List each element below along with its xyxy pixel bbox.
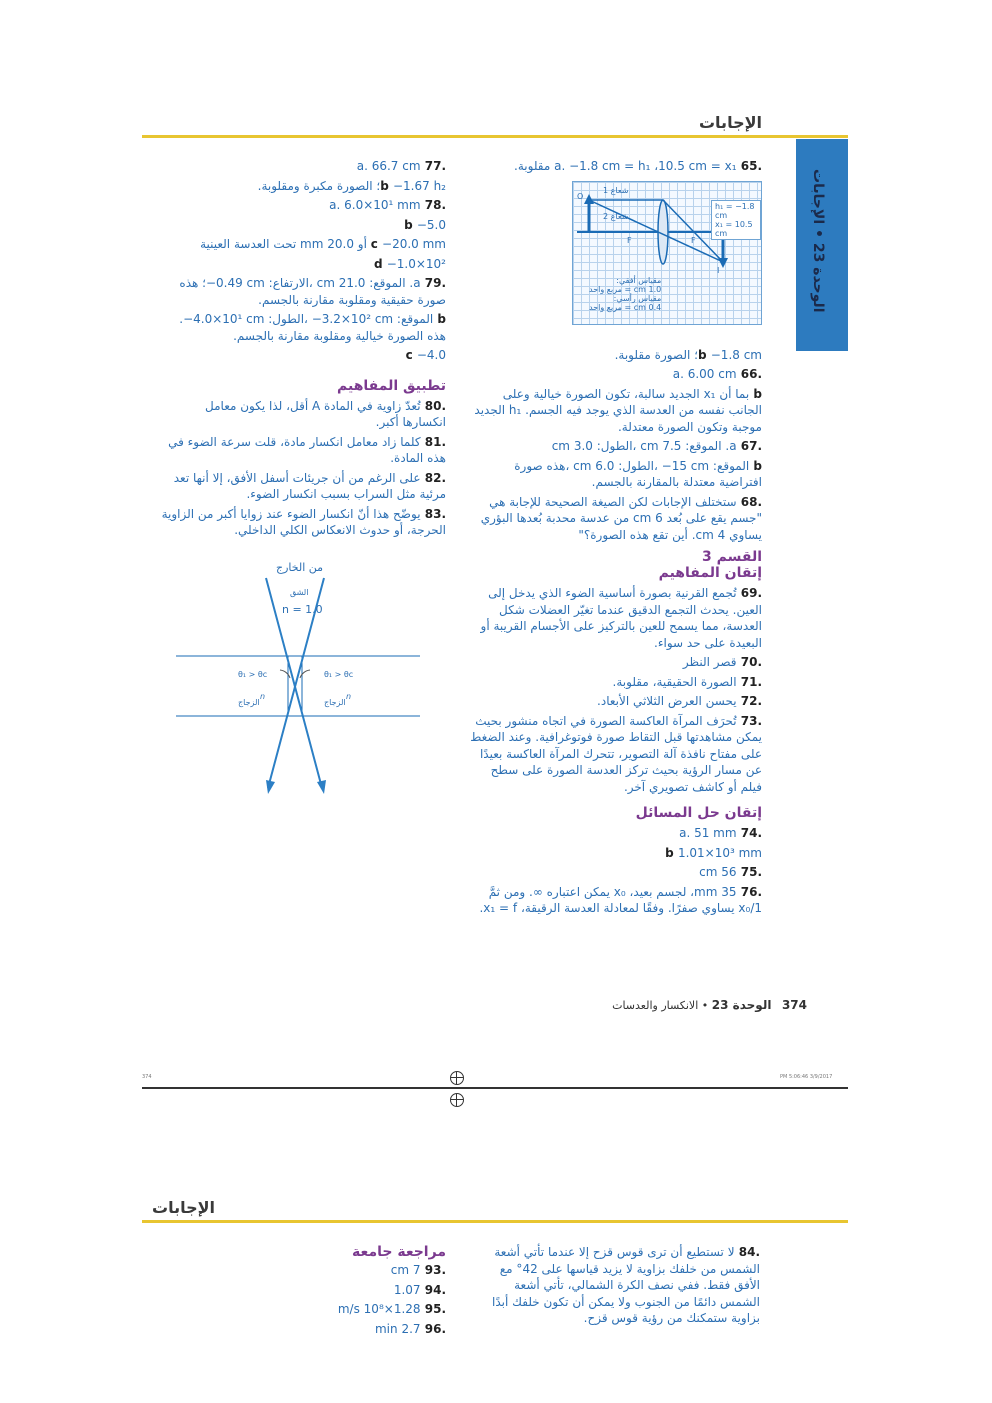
- tir-theta-right: θ₁ > θc: [324, 670, 354, 679]
- page2-left-column: [300, 1244, 446, 1337]
- footer-title: الانكسار والعدسات: [612, 999, 699, 1012]
- object-arrow-head: [584, 194, 594, 204]
- unit-side-tab: [796, 139, 848, 351]
- lens-ray-diagram: [572, 181, 762, 325]
- answer-item: .69 تُجمع القرنية بصورة أساسية الضوء الذي يدخل إلى العين. يحدث التجمع الدقيق عندما تغيّر العضلات شكل العدسة، مما يسمح للعين بالتركيز على الأجسام القريبة أو البعيدة على حد سواء.: [480, 586, 762, 650]
- right-column: [470, 158, 762, 917]
- tir-n-air: n = 1.0: [282, 603, 323, 616]
- scale-vertical-label: مقياس رأسي:: [613, 293, 662, 303]
- comprehensive-review-heading: مراجعة جامعة: [352, 1244, 446, 1260]
- answer-item: .68 ستختلف الإجابات لكن الصيغة الصحيحة للإجابة هي "جسم يقع على بُعد 6 cm من عدسة محدبة بُعدها البؤري يساوي 4 cm. أين تقع هذه الصورة؟": [480, 494, 762, 542]
- answer-item: c ‎−20.0 mm‎ أو 20.0 mm تحت العدسة العينية: [200, 237, 446, 251]
- print-mark-left: 374: [142, 1074, 152, 1080]
- answer-item: b الموقع: ‎−15 cm‎ ،الطول: 6.0 cm ،هذه صورة افتراضية معتدلة بالمقارنة بالجسم.: [514, 458, 762, 489]
- ray-2-label: شعاع 2: [603, 211, 629, 221]
- page-number: 374: [781, 998, 807, 1012]
- lens-values-box: [711, 200, 761, 240]
- answer-item: .94 1.07: [393, 1282, 446, 1297]
- print-mark-right: 3/9/2017 5:06:46 PM: [780, 1074, 833, 1080]
- answer-item: .95 1.28×10⁸ m/s: [337, 1302, 446, 1316]
- answer-item: b الموقع: ‎−3.2×10² cm‎ ،الطول: ‎−4.0×10¹ cm‎. هذه الصورة خيالية ومقلوبة مقارنة بالجسم.: [179, 312, 446, 343]
- page-divider-line: [142, 1087, 848, 1089]
- answer-item: .76 35 mm، لجسم بعيد، x₀ يمكن اعتباره ∞. ومن ثمَّ 1/x₀ يساوي صفرًا. وفقًا لمعادلة العدسة الرقيقة، x₁ = f.: [479, 884, 762, 915]
- ray-left-arrowhead: [317, 780, 326, 794]
- tir-glass-right: الزجاج: [324, 698, 346, 707]
- page-header-title: الإجابات: [698, 113, 762, 132]
- answer-item: .71 الصورة الحقيقية، مقلوبة.: [612, 674, 762, 689]
- ray-right-arrowhead: [266, 780, 275, 794]
- answer-item: .79 a. الموقع: 21.0 cm ،الارتفاع: ‎−0.49 cm‎؛ هذه صورة حقيقية ومقلوبة مقارنة بالجسم.: [179, 276, 446, 307]
- total-internal-reflection-diagram: [172, 560, 424, 800]
- answer-item: .72 يحسن العرض الثلاثي الأبعاد.: [597, 694, 762, 708]
- mastery-concepts-heading: إتقان المفاهيم: [658, 565, 762, 581]
- section-3-heading: القسم 3: [702, 549, 762, 565]
- answer-item: b ‎−5.0: [404, 217, 446, 232]
- tir-glass-left: الزجاج: [238, 698, 260, 707]
- answer-item: b بما أن x₁ الجديد سالبة، تكون الصورة خيالية وعلى الجانب نفسه من العدسة الذي يوجد فيه الجسم. h₁ الجديد موجبة وتكون الصورة معتدلة.: [474, 386, 762, 434]
- apply-concepts-heading: تطبيق المفاهيم: [337, 377, 446, 394]
- left-column: [160, 158, 446, 539]
- page2-header-rule: [142, 1220, 848, 1223]
- answer-item: .84 لا تستطيع أن ترى قوس قزح إلا عندما تأتي أشعة الشمس من خلفك بزاوية لا يزيد قياسها على 42° مع الأفق فقط. ففي نصف الكرة الشمالي، تأتي أشعة الشمس دائمًا من الجنوب ولا يمكن أن تكون خلفك أبدًا بزاوية ستمكنك من رؤية قوس قزح.: [492, 1245, 760, 1325]
- answer-item: b ‎−1.8 cm‎؛ الصورة مقلوبة.: [614, 347, 762, 362]
- tir-n-right: n: [346, 692, 352, 701]
- unit-side-tab-label: الوحدة 23 • الإجابات: [810, 169, 826, 313]
- answer-item: .81 كلما زاد معامل انكسار مادة، قلت سرعة الضوء في هذه المادة.: [168, 434, 446, 465]
- registration-mark-bottom: [450, 1093, 464, 1107]
- tir-outside-label: من الخارج: [276, 561, 324, 574]
- x1-value: x₁ = 10.5 cm: [715, 219, 753, 238]
- tir-theta-left: θ₁ > θc: [238, 670, 268, 679]
- answer-item: b 1.01×10³ mm: [665, 845, 762, 860]
- answer-item: .77 a. 66.7 cm: [356, 159, 446, 173]
- footer-unit: الوحدة 23: [711, 998, 772, 1012]
- answer-item: d ‎−1.0×10²: [373, 256, 446, 271]
- answer-item: .73 تُحرَف المرآة العاكسة الصورة في اتجاه منشور بحيث يمكن مشاهدتها قبل التقاط صورة فوتوغرافية. وعند الضغط على مفتاح نافذة آلة التصوير، تتحرك المرآة العاكسة بعيدًا عن مسار الرؤية بحيث تركز العدسة الصورة على سطح فيلم أو كاشف تصويري آخر.: [470, 713, 762, 794]
- answer-item: .78 a. 6.0×10¹ mm: [329, 198, 446, 212]
- page-footer: 374 الوحدة 23 • الانكسار والعدسات: [612, 998, 807, 1012]
- header-rule: [142, 135, 848, 138]
- object-label: O: [577, 191, 584, 201]
- scale-legend: [589, 276, 661, 312]
- image-arrow-head: [718, 258, 728, 268]
- answer-item: c ‎−4.0: [405, 348, 446, 362]
- mastery-problems-heading: إتقان حل المسائل: [635, 805, 762, 821]
- answer-item: .75 56 cm: [699, 865, 762, 879]
- answer-item: .65 a. ‎−1.8 cm = h₁ ،10.5 cm = x₁‎ مقلوبة.: [514, 159, 762, 173]
- h1-value: h₁ = −1.8 cm: [715, 201, 755, 220]
- focal-right-label: F: [691, 235, 696, 245]
- answer-item: .67 a. الموقع: 7.5 cm ،الطول: 3.0 cm: [551, 439, 762, 453]
- answer-item: .80 تُعدّ زاوية في المادة A أقل، لذا يكون معامل انكسارها أكبر.: [205, 398, 446, 429]
- focal-left-label: F: [627, 235, 632, 245]
- registration-mark-top: [450, 1071, 464, 1085]
- scale-vertical-value: 0.4 cm = مربع واحد: [589, 302, 662, 312]
- page2-header-title: الإجابات: [152, 1198, 216, 1217]
- answer-item: .82 على الرغم من أن جريئات أسفل الأفق، إلا أنها تعد مرئية مثل السراب بسبب انكسار الضوء.: [173, 470, 446, 501]
- image-label: I: [717, 265, 720, 275]
- answer-item: b ‎−1.67 h₂‎؛ الصورة مكبرة ومقلوبة.: [257, 178, 446, 193]
- ray-1-label: شعاع 1: [603, 185, 629, 195]
- tir-n-left: n: [260, 692, 266, 701]
- answer-item: .93 7 cm: [390, 1263, 446, 1277]
- answer-item: .96 2.7 min: [374, 1321, 446, 1336]
- answer-item: .74 a. 51 mm: [679, 826, 762, 840]
- tir-gap-label: الشق: [290, 588, 309, 597]
- scale-horizontal-label: مقياس أفقي:: [616, 275, 662, 285]
- answer-item: .66 a. 6.00 cm: [672, 367, 762, 381]
- scale-horizontal-value: 1.0 cm = مربع واحد: [589, 284, 662, 294]
- answer-item: .70 قصر النظر: [682, 655, 762, 669]
- answer-item: .83 يوضّح هذا أنّ انكسار الضوء عند زوايا أكبر من الزاوية الحرجة، أو حدوث الانعكاس الكلي الداخلي.: [161, 506, 446, 537]
- page2-right-column: [484, 1244, 760, 1327]
